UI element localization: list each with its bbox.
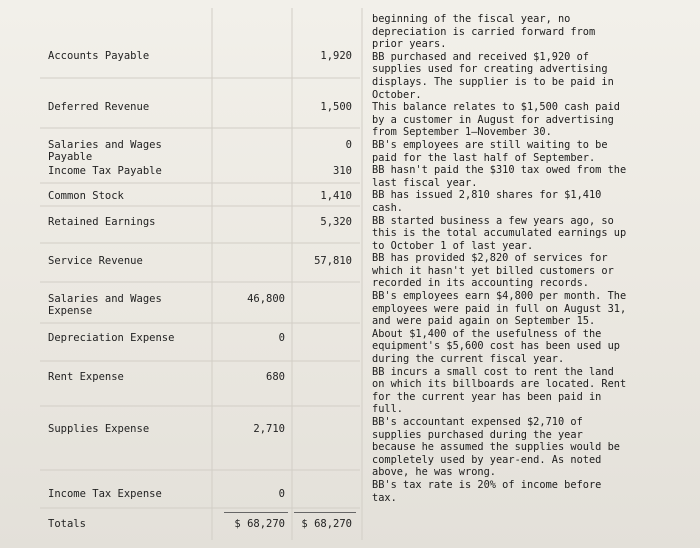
account-name: Service Revenue [48, 255, 143, 267]
account-name: Retained Earnings [48, 216, 156, 228]
account-name: Income Tax Payable [48, 165, 162, 177]
explanation-notes: beginning of the fiscal year, no depreciation is carried forward from prior years. BB purchased and received $1,920 of supplies used for creating advertising displays. The supplier is to be paid in October. This balance relates to $1,500 cash paid by a customer in August for advertising from September 1–November 30. BB's employees are still waiting to be paid for the last half of September. BB hasn't paid the $310 tax owed from the last fiscal year. BB has issued 2,810 shares for $1,410 cash. BB started business a few years ago, so this is the total accumulated earnings up to October 1 of last year. BB has provided $2,820 of services for which it hasn't yet billed customers or recorded in its accounting records. BB's employees earn $4,800 per month. The employees were paid in full on August 31, and were paid again on September 15. About $1,400 of the usefulness of the equipment's $5,600 cost has been used up during the current fiscal year. BB incurs a small cost to rent the land on which its billboards are located. Rent for the current year has been paid in full. BB's accountant expensed $2,710 of supplies purchased during the year because he assumed the supplies would be completely used by year-end. As noted above, he was wrong. BB's tax rate is 20% of income before tax. [372, 13, 627, 504]
credit-amount: 1,500 [320, 101, 352, 113]
debit-amount: 0 [278, 488, 285, 500]
account-name: Accounts Payable [48, 50, 150, 62]
credit-amount: 310 [333, 165, 352, 177]
account-name: Depreciation Expense [48, 332, 175, 344]
account-name: Deferred Revenue [48, 101, 150, 113]
debit-total: $ 68,270 [234, 518, 285, 530]
totals-label: Totals [48, 518, 86, 530]
credit-total-rule [294, 512, 356, 513]
credit-amount: 1,920 [320, 50, 352, 62]
debit-amount: 680 [266, 371, 285, 383]
account-name: Income Tax Expense [48, 488, 162, 500]
debit-amount: 2,710 [253, 423, 285, 435]
account-name: Salaries and Wages Expense [48, 293, 162, 317]
account-name: Common Stock [48, 190, 124, 202]
debit-total-rule [224, 512, 288, 513]
credit-amount: 57,810 [314, 255, 352, 267]
credit-amount: 1,410 [320, 190, 352, 202]
account-name: Supplies Expense [48, 423, 150, 435]
credit-amount: 5,320 [320, 216, 352, 228]
account-name: Salaries and Wages Payable [48, 139, 162, 163]
debit-amount: 46,800 [247, 293, 285, 305]
credit-amount: 0 [345, 139, 352, 151]
credit-total: $ 68,270 [301, 518, 352, 530]
account-name: Rent Expense [48, 371, 124, 383]
debit-amount: 0 [278, 332, 285, 344]
